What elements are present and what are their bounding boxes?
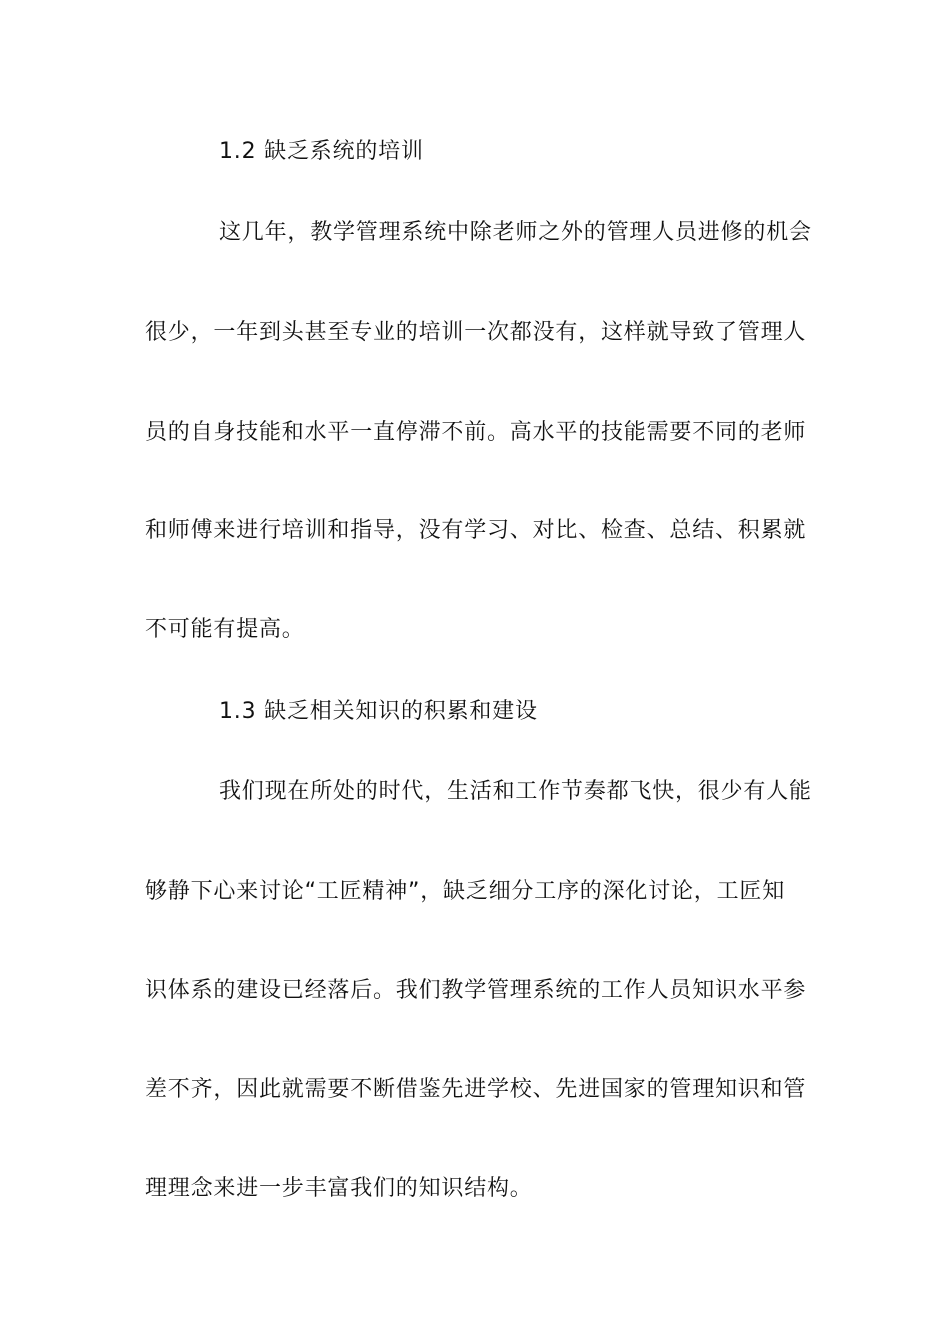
paragraph-line: 我们现在所处的时代，生活和工作节奏都飞快，很少有人能 [219, 779, 812, 804]
paragraph-line: 理理念来进一步丰富我们的知识结构。 [145, 1176, 533, 1201]
section-heading-1-2: 1.2 缺乏系统的培训 [219, 139, 424, 164]
paragraph-line: 识体系的建设已经落后。我们教学管理系统的工作人员知识水平参 [145, 978, 807, 1003]
paragraph-line: 和师傅来进行培训和指导，没有学习、对比、检查、总结、积累就 [145, 518, 807, 543]
paragraph-line: 不可能有提高。 [145, 617, 305, 642]
section-heading-1-3: 1.3 缺乏相关知识的积累和建设 [219, 699, 538, 724]
paragraph-line: 够静下心来讨论“工匠精神”，缺乏细分工序的深化讨论，工匠知 [145, 879, 785, 904]
paragraph-line: 这几年，教学管理系统中除老师之外的管理人员进修的机会 [219, 220, 812, 245]
paragraph-line: 员的自身技能和水平一直停滞不前。高水平的技能需要不同的老师 [145, 420, 807, 445]
paragraph-line: 差不齐，因此就需要不断借鉴先进学校、先进国家的管理知识和管 [145, 1077, 807, 1102]
paragraph-line: 很少，一年到头甚至专业的培训一次都没有，这样就导致了管理人 [145, 320, 807, 345]
